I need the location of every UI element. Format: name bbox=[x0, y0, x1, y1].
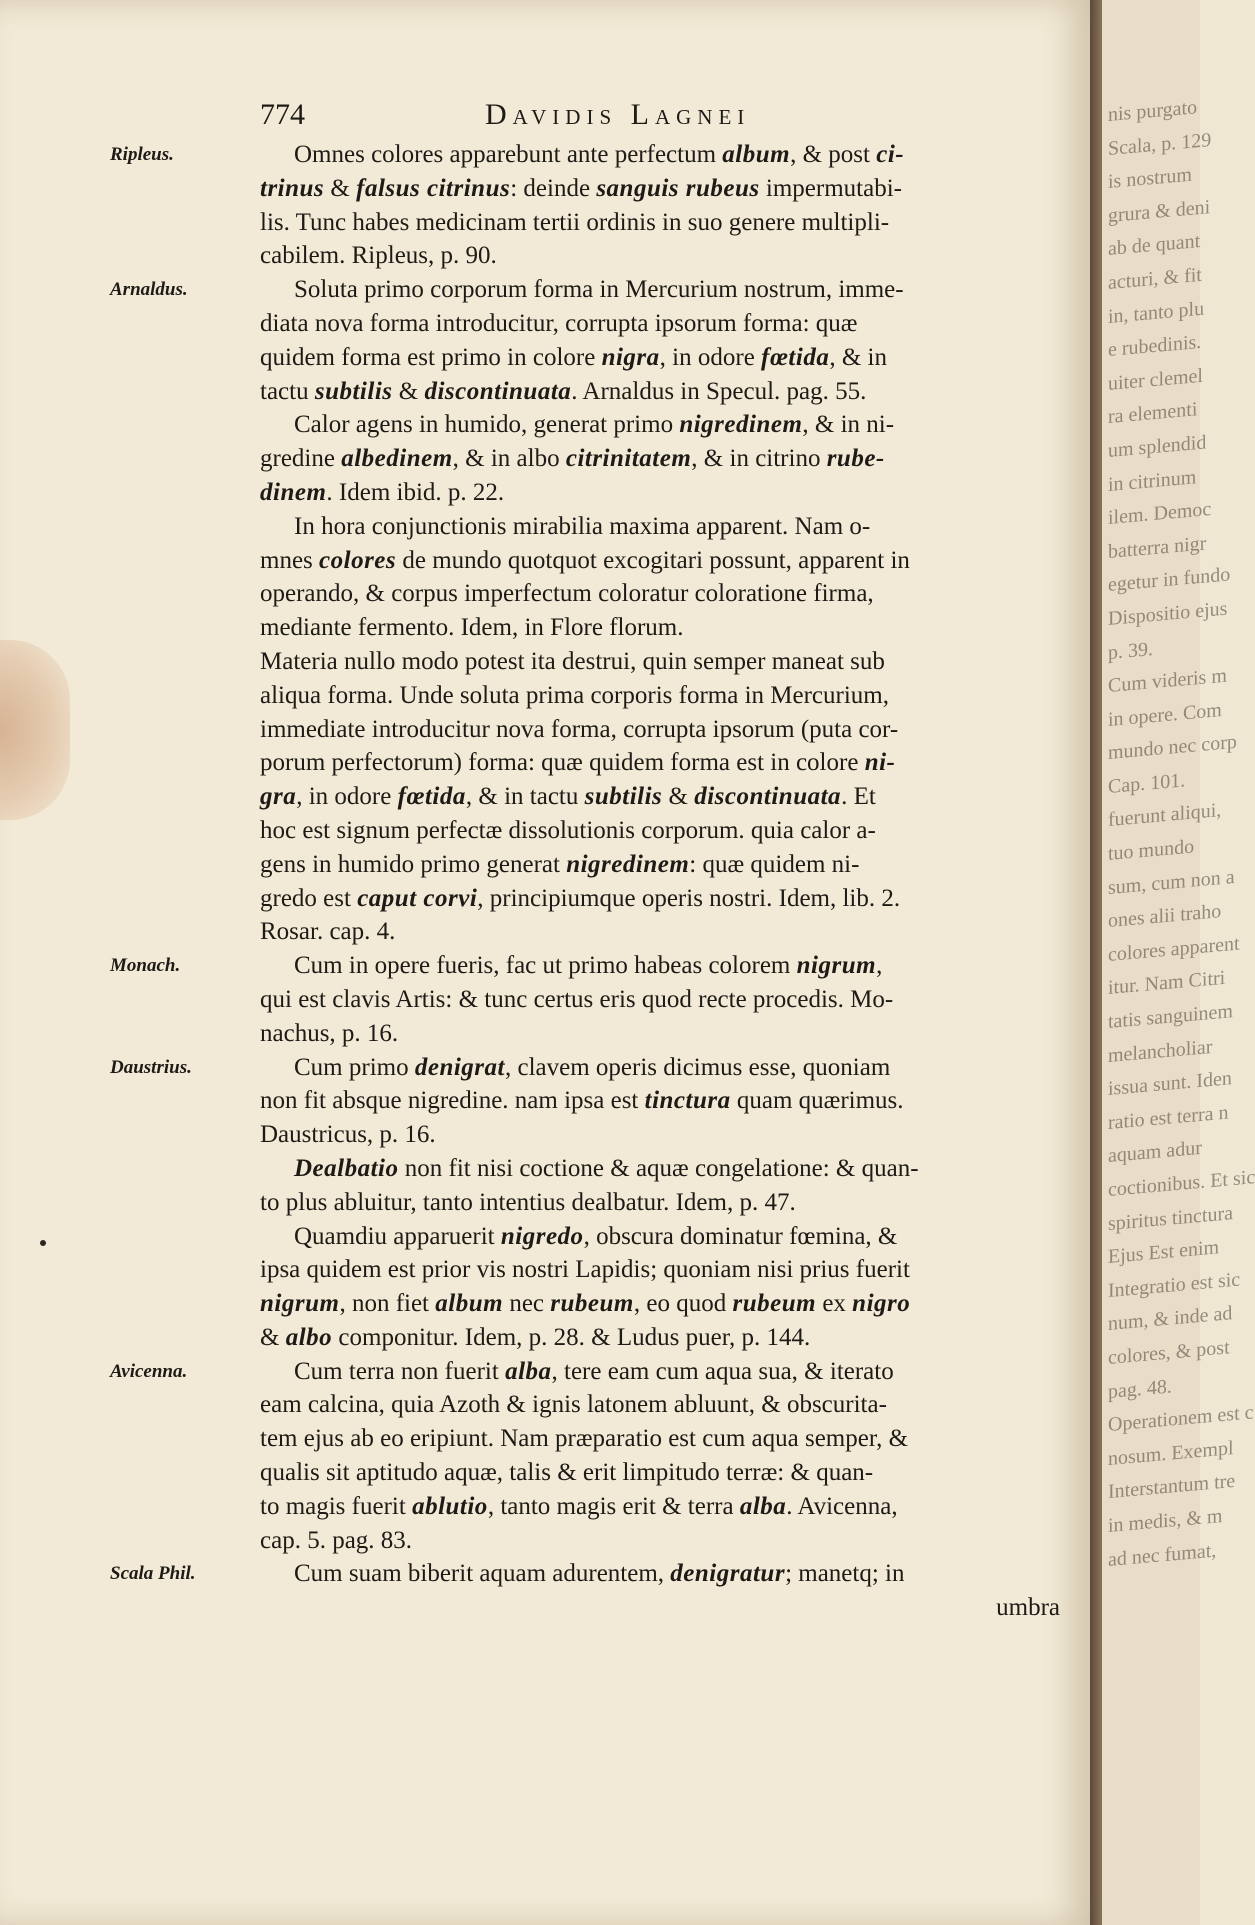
text-line bbox=[260, 544, 1060, 578]
text-run: Quamdiu apparuerit bbox=[294, 1222, 501, 1250]
text-run: , tere eam cum aqua sua, & iterato bbox=[551, 1357, 894, 1385]
facing-page-line: Cum videris m bbox=[1108, 664, 1227, 698]
text-run: qualis sit aptitudo aquæ, talis & erit limpitudo terræ: & quan- bbox=[260, 1459, 874, 1487]
text-line bbox=[260, 915, 1060, 949]
text-line bbox=[260, 510, 1060, 544]
text-line bbox=[260, 408, 1060, 442]
text-run: & bbox=[662, 783, 695, 811]
text-line bbox=[260, 307, 1060, 341]
text-line bbox=[260, 442, 1060, 476]
facing-page-line: um splendid bbox=[1108, 431, 1207, 462]
text-run: : deinde bbox=[510, 174, 597, 202]
text-run: , & in citrino bbox=[691, 445, 827, 473]
text-run: , clavem operis dicimus esse, quoniam bbox=[504, 1053, 891, 1081]
text-line bbox=[260, 949, 1060, 983]
facing-page-line: melancholiar bbox=[1108, 1035, 1213, 1067]
text-run: , obscura dominatur fœmina, & bbox=[583, 1222, 898, 1250]
text-run: , & in tactu bbox=[465, 783, 585, 811]
text-run: . Et bbox=[841, 783, 876, 811]
italic-term: albedinem bbox=[341, 445, 453, 473]
facing-page-line: p. 39. bbox=[1108, 637, 1153, 664]
italic-term: fœtida bbox=[761, 343, 830, 371]
text-line bbox=[260, 172, 1060, 206]
facing-page-line: tatis sanguinem bbox=[1108, 1000, 1233, 1034]
text-line bbox=[260, 814, 1060, 848]
paragraph bbox=[260, 510, 1060, 645]
facing-page-line: Interstantum tre bbox=[1108, 1470, 1236, 1504]
facing-page-line: issua sunt. Iden bbox=[1108, 1067, 1232, 1101]
italic-term: colores bbox=[319, 546, 397, 574]
text-line bbox=[260, 1152, 1060, 1186]
facing-page-line: aquam adur bbox=[1108, 1137, 1202, 1168]
paragraph bbox=[110, 1355, 1060, 1558]
text-run: ex bbox=[816, 1290, 853, 1318]
text-run: : quæ quidem ni- bbox=[689, 850, 860, 878]
text-line bbox=[260, 882, 1060, 916]
italic-term: subtilis bbox=[584, 783, 663, 811]
italic-term: nigra bbox=[601, 343, 660, 371]
text-run: , non fiet bbox=[339, 1290, 436, 1318]
margin-note: Arnaldus. bbox=[110, 279, 188, 301]
italic-term: nigro bbox=[852, 1290, 911, 1318]
italic-term: albo bbox=[285, 1323, 333, 1351]
ink-spot bbox=[40, 1240, 46, 1246]
text-run: aliqua forma. Unde soluta prima corporis forma in Mercurium, bbox=[260, 681, 889, 709]
text-line bbox=[260, 983, 1060, 1017]
text-run: , & in bbox=[829, 343, 887, 371]
facing-page-line: coctionibus. Et sic bbox=[1108, 1166, 1255, 1202]
text-run: . Idem ibid. p. 22. bbox=[326, 478, 505, 506]
italic-term: discontinuata bbox=[694, 783, 842, 811]
text-line bbox=[260, 1591, 1060, 1625]
paragraph bbox=[110, 138, 1060, 273]
text-run: lis. Tunc habes medicinam tertii ordinis in suo genere multipli- bbox=[260, 208, 890, 236]
text-run: , & post bbox=[790, 141, 877, 168]
text-run: porum perfectorum) forma: quæ quidem forma est in colore bbox=[260, 749, 865, 777]
italic-term: ci- bbox=[876, 141, 905, 168]
text-run: quidem forma est primo in colore bbox=[260, 343, 602, 371]
text-line bbox=[260, 1220, 1060, 1254]
facing-page-line: spiritus tinctura bbox=[1108, 1201, 1233, 1235]
text-run: Omnes colores apparebunt ante perfectum bbox=[294, 141, 723, 168]
facing-page-line: Operationem est c bbox=[1108, 1401, 1254, 1437]
italic-term: gra bbox=[260, 783, 297, 811]
text-line bbox=[260, 780, 1060, 814]
facing-page-line: Scala, p. 129 bbox=[1108, 128, 1212, 160]
italic-term: falsus citrinus bbox=[356, 174, 511, 202]
facing-page bbox=[1102, 0, 1255, 1925]
text-run: In hora conjunctionis mirabilia maxima apparent. Nam o- bbox=[294, 512, 871, 540]
italic-term: caput corvi bbox=[357, 884, 478, 912]
facing-page-line: ones alii traho bbox=[1108, 900, 1222, 933]
facing-page-line: ad nec fumat, bbox=[1108, 1539, 1217, 1571]
italic-term: denigratur bbox=[670, 1560, 786, 1588]
facing-page-line: ra elementi bbox=[1108, 398, 1198, 429]
text-run: impermutabi- bbox=[759, 174, 902, 202]
facing-page-line: uiter clemel bbox=[1108, 364, 1203, 395]
text-line bbox=[260, 1253, 1060, 1287]
text-run: Rosar. cap. 4. bbox=[260, 918, 396, 946]
italic-term: ablutio bbox=[412, 1492, 488, 1520]
text-run: nec bbox=[503, 1290, 551, 1318]
facing-page-line: egetur in fundo bbox=[1108, 563, 1231, 597]
facing-page-line: fuerunt aliqui, bbox=[1108, 799, 1222, 832]
text-run: mediante fermento. Idem, in Flore florum. bbox=[260, 614, 684, 642]
text-run: , in odore bbox=[659, 343, 762, 371]
facing-page-line: in citrinum bbox=[1108, 465, 1197, 496]
paragraph bbox=[110, 1557, 1060, 1625]
italic-term: album bbox=[435, 1290, 504, 1318]
facing-page-line: in medis, & m bbox=[1108, 1504, 1223, 1537]
text-line bbox=[260, 1287, 1060, 1321]
text-line bbox=[260, 1490, 1060, 1524]
facing-page-line: nosum. Exempl bbox=[1108, 1436, 1234, 1470]
text-line bbox=[260, 1388, 1060, 1422]
text-line bbox=[260, 239, 1060, 273]
margin-note: Avicenna. bbox=[110, 1360, 188, 1382]
italic-term: ni- bbox=[864, 749, 896, 777]
facing-page-line: ratio est terra n bbox=[1108, 1101, 1229, 1134]
italic-term: dinem bbox=[260, 478, 327, 506]
margin-note: Scala Phil. bbox=[110, 1563, 196, 1585]
margin-note: Ripleus. bbox=[110, 144, 174, 165]
text-run: . Avicenna, bbox=[786, 1492, 898, 1520]
paragraph bbox=[260, 408, 1060, 509]
text-line bbox=[260, 713, 1060, 747]
italic-term: rube- bbox=[826, 445, 885, 473]
facing-page-line: is nostrum bbox=[1108, 163, 1192, 194]
italic-term: nigrum bbox=[796, 952, 877, 980]
facing-page-line: Integratio est sic bbox=[1108, 1268, 1241, 1302]
text-run: Cum primo bbox=[294, 1053, 415, 1081]
text-line bbox=[260, 1118, 1060, 1152]
paper-stain bbox=[0, 640, 70, 820]
facing-page-line: colores apparent bbox=[1108, 932, 1240, 966]
italic-term: nigredinem bbox=[679, 411, 803, 439]
facing-page-line: mundo nec corp bbox=[1108, 731, 1237, 765]
text-line bbox=[260, 1456, 1060, 1490]
text-run: eam calcina, quia Azoth & ignis latonem abluunt, & obscurita- bbox=[260, 1391, 887, 1419]
paragraph bbox=[110, 1051, 1060, 1152]
text-line bbox=[260, 1422, 1060, 1456]
text-line bbox=[260, 1355, 1060, 1389]
text-run: & bbox=[324, 174, 357, 202]
text-line bbox=[260, 1524, 1060, 1558]
italic-term: denigrat bbox=[414, 1053, 505, 1081]
text-run: quam quærimus. bbox=[730, 1087, 904, 1115]
main-text bbox=[110, 138, 1060, 1625]
facing-page-line: sum, cum non a bbox=[1108, 865, 1235, 899]
italic-term: rubeum bbox=[732, 1290, 817, 1318]
text-run: immediate introducitur nova forma, corrupta ipsorum (puta cor- bbox=[260, 715, 899, 743]
facing-page-line: acturi, & fit bbox=[1108, 263, 1202, 294]
italic-term: citrinitatem bbox=[565, 445, 692, 473]
text-run: Materia nullo modo potest ita destrui, quin semper maneat sub bbox=[260, 647, 885, 675]
facing-page-line: ab de quant bbox=[1108, 230, 1201, 261]
text-run: . Arnaldus in Specul. pag. 55. bbox=[571, 377, 867, 405]
page-header bbox=[260, 98, 860, 138]
italic-term: discontinuata bbox=[424, 377, 572, 405]
text-run: Soluta primo corporum forma in Mercurium nostrum, imme- bbox=[294, 276, 904, 304]
text-run: Cum suam biberit aquam adurentem, bbox=[294, 1560, 671, 1588]
text-run: ; manetq; in bbox=[785, 1560, 905, 1588]
text-run: mnes bbox=[260, 546, 320, 574]
text-run: componitur. Idem, p. 28. & Ludus puer, p. 144. bbox=[332, 1323, 811, 1351]
facing-page-line: itur. Nam Citri bbox=[1108, 967, 1226, 1000]
text-run: umbra bbox=[996, 1594, 1060, 1622]
text-line bbox=[260, 611, 1060, 645]
text-run: , & in albo bbox=[452, 445, 566, 473]
text-line bbox=[260, 679, 1060, 713]
text-run: operando, & corpus imperfectum coloratur coloratione firma, bbox=[260, 580, 874, 608]
text-line bbox=[260, 645, 1060, 679]
text-run: Daustricus, p. 16. bbox=[260, 1121, 436, 1149]
text-run: Cum in opere fueris, fac ut primo habeas colorem bbox=[294, 952, 797, 980]
italic-term: nigredinem bbox=[566, 850, 690, 878]
italic-term: fœtida bbox=[397, 783, 466, 811]
text-run: non fit nisi coctione & aquæ congelatione: & quan- bbox=[398, 1154, 919, 1182]
text-line bbox=[260, 1051, 1060, 1085]
paragraph bbox=[260, 1220, 1060, 1355]
margin-note: Daustrius. bbox=[110, 1056, 192, 1078]
italic-term: rubeum bbox=[550, 1290, 634, 1318]
facing-page-line: ilem. Democ bbox=[1108, 498, 1212, 530]
running-head: Davidis Lagnei bbox=[485, 98, 751, 131]
italic-term: trinus bbox=[260, 174, 325, 202]
text-line bbox=[260, 848, 1060, 882]
text-run: hoc est signum perfectæ dissolutionis corporum. quia calor a- bbox=[260, 816, 876, 844]
text-run: de mundo quotquot excogitari possunt, apparent in bbox=[396, 546, 910, 574]
book-gutter bbox=[1090, 0, 1102, 1925]
italic-term: alba bbox=[505, 1357, 552, 1385]
facing-page-line: in opere. Com bbox=[1108, 698, 1222, 731]
text-run: , principiumque operis nostri. Idem, lib. 2. bbox=[477, 884, 901, 912]
text-line bbox=[260, 1557, 1060, 1591]
text-run: , & in ni- bbox=[802, 411, 895, 439]
text-line bbox=[260, 577, 1060, 611]
text-run: gens in humido primo generat bbox=[260, 850, 567, 878]
text-run: , tanto magis erit & terra bbox=[487, 1492, 740, 1520]
text-run: non fit absque nigredine. nam ipsa est bbox=[260, 1087, 645, 1115]
facing-page-line: nis purgato bbox=[1108, 96, 1198, 127]
text-run: to plus abluitur, tanto intentius dealbatur. Idem, p. 47. bbox=[260, 1188, 796, 1216]
italic-term: tinctura bbox=[644, 1087, 731, 1115]
text-run: gredo est bbox=[260, 884, 358, 912]
text-run: to magis fuerit bbox=[260, 1492, 413, 1520]
text-run: cabilem. Ripleus, p. 90. bbox=[260, 242, 497, 270]
text-line bbox=[260, 206, 1060, 240]
paragraph bbox=[260, 645, 1060, 949]
text-run: nachus, p. 16. bbox=[260, 1019, 399, 1047]
italic-term: sanguis rubeus bbox=[596, 174, 760, 202]
text-run: tactu bbox=[260, 377, 315, 405]
text-line bbox=[260, 1017, 1060, 1051]
text-run: tem ejus ab eo eripiunt. Nam præparatio est cum aqua semper, & bbox=[260, 1425, 909, 1453]
text-line bbox=[260, 1321, 1060, 1355]
facing-page-line: e rubedinis. bbox=[1108, 331, 1202, 362]
facing-page-line: tuo mundo bbox=[1108, 835, 1195, 866]
text-line bbox=[260, 341, 1060, 375]
text-line bbox=[260, 1084, 1060, 1118]
text-run: Calor agens in humido, generat primo bbox=[294, 411, 680, 439]
facing-page-line: colores, & post bbox=[1108, 1336, 1230, 1369]
text-run: , bbox=[876, 952, 883, 980]
facing-page-line: grura & deni bbox=[1108, 195, 1211, 227]
text-line bbox=[260, 746, 1060, 780]
text-run: diata nova forma introducitur, corrupta ipsorum forma: quæ bbox=[260, 309, 858, 337]
italic-term: Dealbatio bbox=[294, 1154, 399, 1182]
text-run: cap. 5. pag. 83. bbox=[260, 1526, 413, 1554]
text-line bbox=[260, 273, 1060, 307]
text-run: gredine bbox=[260, 445, 342, 473]
text-run: ipsa quidem est prior vis nostri Lapidis; quoniam nisi prius fuerit bbox=[260, 1256, 910, 1284]
facing-page-line: Ejus Est enim bbox=[1108, 1236, 1220, 1269]
text-run: , in odore bbox=[296, 783, 398, 811]
text-run: & bbox=[392, 377, 425, 405]
text-line bbox=[260, 1186, 1060, 1220]
paragraph bbox=[110, 949, 1060, 1050]
italic-term: album bbox=[722, 141, 791, 168]
text-run: qui est clavis Artis: & tunc certus eris quod recte procedis. Mo- bbox=[260, 985, 894, 1013]
text-run: , eo quod bbox=[633, 1290, 733, 1318]
facing-page-line: in, tanto plu bbox=[1108, 297, 1205, 328]
text-line bbox=[260, 476, 1060, 510]
facing-page-line: Dispositio ejus bbox=[1108, 597, 1228, 630]
facing-page-text bbox=[1102, 0, 1255, 1573]
paragraph bbox=[110, 273, 1060, 408]
italic-term: alba bbox=[739, 1492, 787, 1520]
facing-page-line: num, & inde ad bbox=[1108, 1302, 1233, 1336]
text-run: Cum terra non fuerit bbox=[294, 1357, 506, 1385]
margin-note: Monach. bbox=[110, 955, 181, 977]
facing-page-line: batterra nigr bbox=[1108, 532, 1207, 563]
italic-term: nigredo bbox=[500, 1222, 584, 1250]
italic-term: nigrum bbox=[260, 1290, 340, 1318]
paragraph bbox=[260, 1152, 1060, 1220]
text-run: & bbox=[260, 1323, 286, 1351]
facing-page-line: Cap. 101. bbox=[1108, 769, 1186, 798]
text-line bbox=[260, 375, 1060, 409]
text-line bbox=[260, 138, 1060, 172]
facing-page-line: pag. 48. bbox=[1108, 1374, 1172, 1403]
page-number: 774 bbox=[260, 98, 305, 131]
italic-term: subtilis bbox=[314, 377, 393, 405]
